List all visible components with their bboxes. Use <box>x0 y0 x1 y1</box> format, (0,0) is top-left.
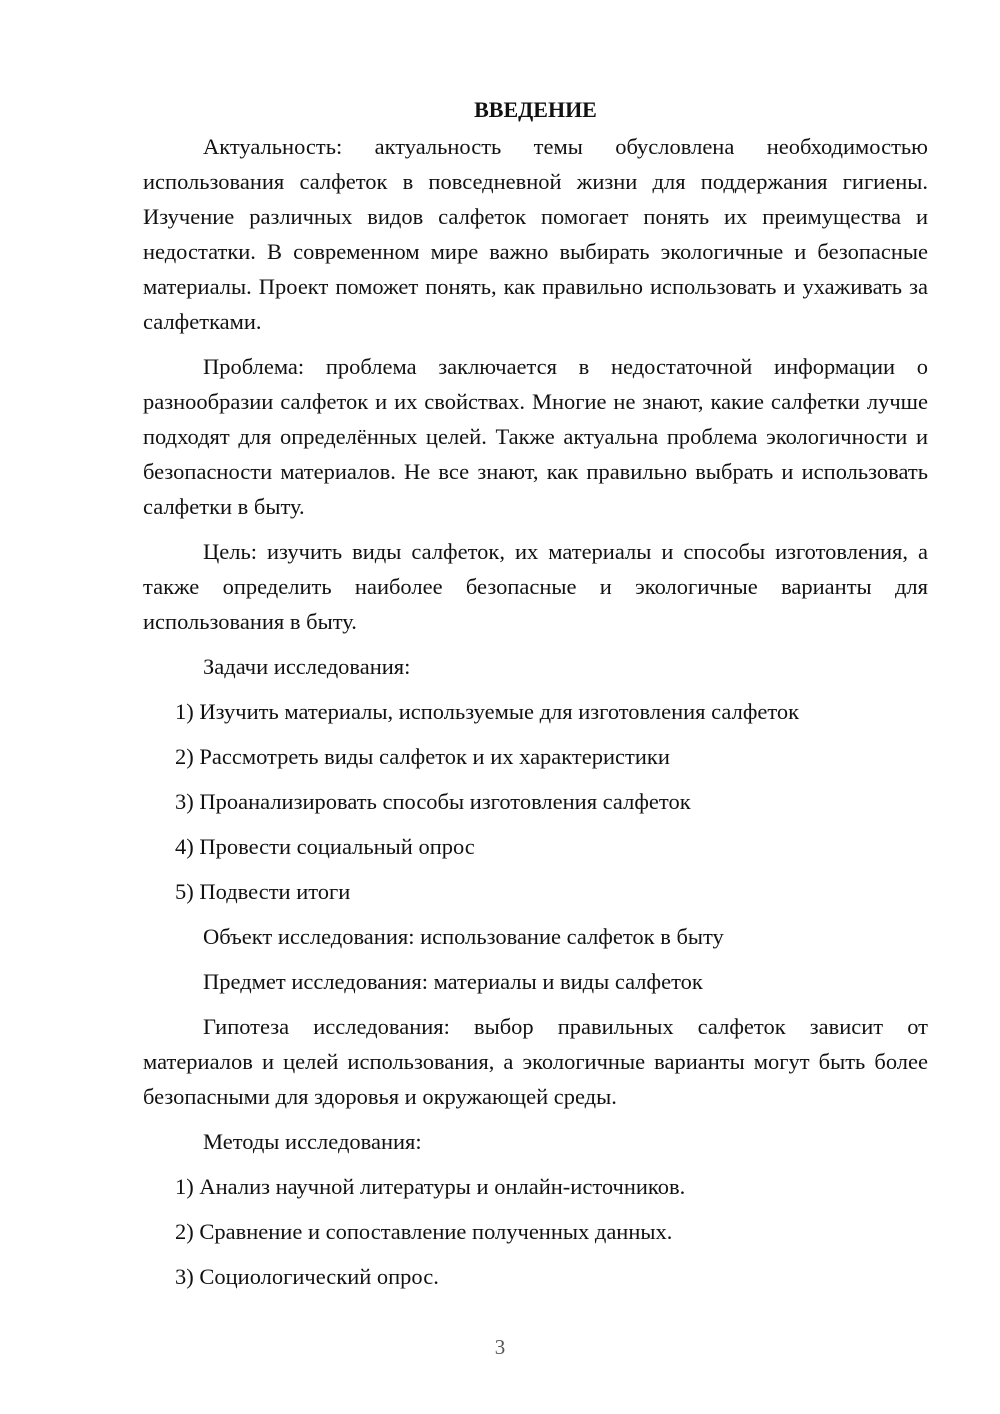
task-item: 3) Проанализировать способы изготовления салфеток <box>175 789 691 814</box>
problem-paragraph: Проблема: проблема заключается в недостаточной информации о разнообразии салфеток и их свойствах. Многие не знают, какие салфетки лучше подходят для определённых целей. Также актуальна проблема экологичности и безопасности материалов. Не все знают, как правильно выбрать и использовать салфетки в быту. <box>143 354 928 519</box>
page-number: 3 <box>494 1335 506 1359</box>
methods-heading: Методы исследования: <box>203 1129 422 1154</box>
hypothesis-paragraph: Гипотеза исследования: выбор правильных салфеток зависит от материалов и целей использования, а экологичные варианты могут быть более безопасными для здоровья и окружающей среды. <box>143 1014 928 1109</box>
tasks-heading: Задачи исследования: <box>203 654 411 679</box>
task-item: 1) Изучить материалы, используемые для изготовления салфеток <box>175 699 800 724</box>
task-item: 5) Подвести итоги <box>175 879 351 904</box>
subject-line: Предмет исследования: материалы и виды салфеток <box>203 969 703 994</box>
method-item: 3) Социологический опрос. <box>175 1264 439 1289</box>
section-title: ВВЕДЕНИЕ <box>474 97 597 122</box>
task-item: 4) Провести социальный опрос <box>175 834 475 859</box>
relevance-paragraph: Актуальность: актуальность темы обусловлена необходимостью использования салфеток в повседневной жизни для поддержания гигиены. Изучение различных видов салфеток помогает понять их преимущества и недостатки. В современном мире важно выбирать экологичные и безопасные материалы. Проект поможет понять, как правильно использовать и ухаживать за салфетками. <box>143 134 928 334</box>
object-line: Объект исследования: использование салфеток в быту <box>203 924 724 949</box>
method-item: 2) Сравнение и сопоставление полученных данных. <box>175 1219 673 1244</box>
document-page <box>143 92 928 1294</box>
goal-paragraph: Цель: изучить виды салфеток, их материалы и способы изготовления, а также определить наиболее безопасные и экологичные варианты для использования в быту. <box>143 539 928 634</box>
task-item: 2) Рассмотреть виды салфеток и их характеристики <box>175 744 670 769</box>
method-item: 1) Анализ научной литературы и онлайн-источников. <box>175 1174 686 1199</box>
